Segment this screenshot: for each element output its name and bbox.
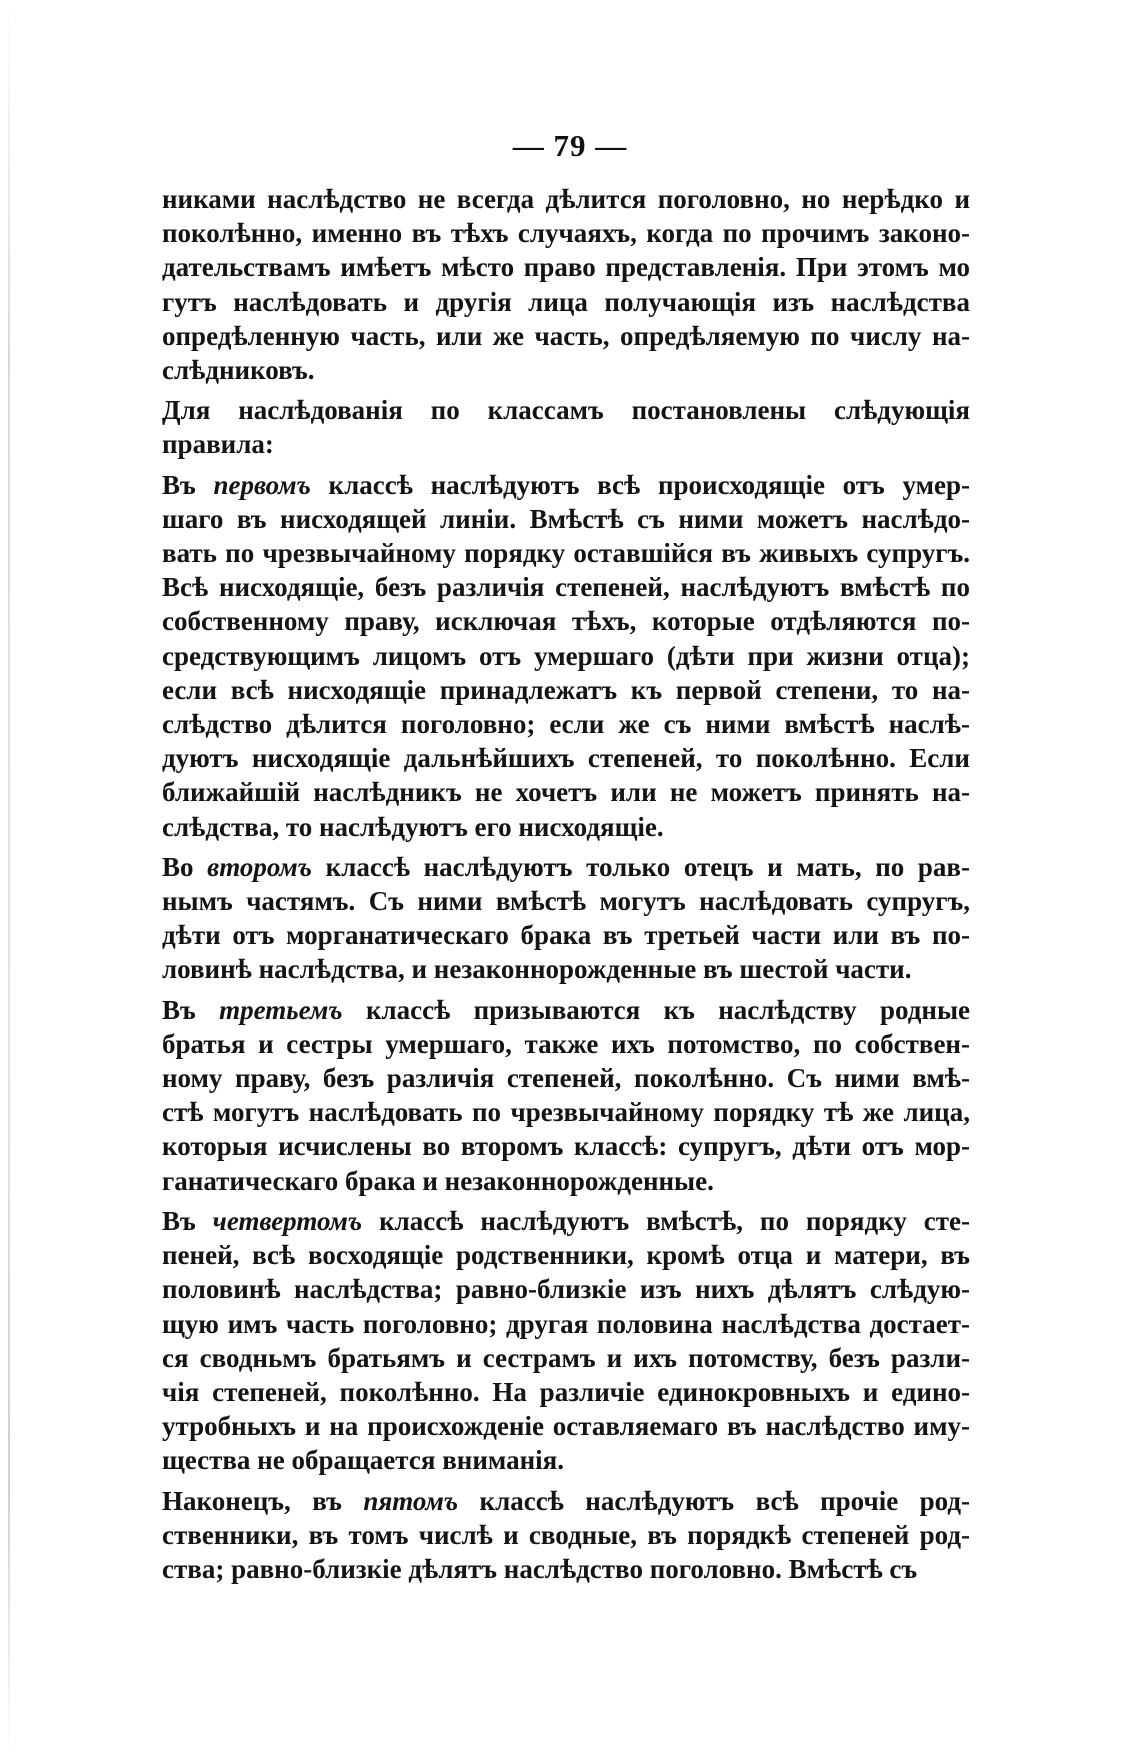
paragraph — [162, 393, 970, 461]
text-line: ближайшій наслѣдникъ не хочетъ или не можетъ принять на- — [162, 777, 970, 808]
text-line: ганатическаго брака и незаконнорожденные. — [162, 1165, 714, 1196]
text-line: щества не обращается вниманія. — [162, 1445, 565, 1476]
text-line: братья и сестры умершаго, также ихъ потомство, по собствен- — [162, 1028, 970, 1059]
text-line: Для наслѣдованія по классамъ постановлены слѣдующія — [162, 395, 970, 426]
text-line: нымъ частямъ. Съ ними вмѣстѣ могутъ наслѣдовать супругъ, — [162, 886, 970, 917]
text-line: слѣдниковъ. — [162, 355, 315, 386]
text-line: ственники, въ томъ числѣ и сводные, въ порядкѣ степеней род- — [162, 1519, 970, 1550]
text-line: вать по чрезвычайному порядку оставшійся въ живыхъ супругъ. — [162, 538, 970, 569]
text-line: шаго въ нисходящей линіи. Вмѣстѣ съ ними можетъ наслѣдо- — [162, 503, 970, 534]
text-line: поколѣнно, именно въ тѣхъ случаяхъ, когда по прочимъ законо- — [162, 218, 970, 249]
class-name-emphasis: первомъ — [213, 469, 311, 500]
text-line: средствующимъ лицомъ отъ умершаго (дѣти при жизни отца); — [162, 640, 970, 671]
text-line: опредѣленную часть, или же часть, опредѣляемую по числу на- — [162, 320, 970, 351]
text-line: никами наслѣдство не всегда дѣлится поголовно, но нерѣдко и — [162, 184, 970, 214]
text-line: слѣдства, то наслѣдуютъ его нисходящіе. — [162, 811, 664, 842]
page-edge-line — [8, 0, 10, 1754]
text-line: пеней, всѣ восходящіе родственники, кромѣ отца и матери, въ — [162, 1240, 970, 1271]
text-line: дѣти отъ морганатическаго брака въ третьей части или въ по- — [162, 920, 970, 951]
body-text — [162, 182, 970, 1586]
text-line: собственному праву, исключая тѣхъ, которые отдѣляются по- — [162, 606, 970, 637]
text-line: Во второмъ классѣ наслѣдуютъ только отецъ и мать, по рав- — [162, 851, 970, 882]
text-line: если всѣ нисходящіе принадлежатъ къ первой степени, то на- — [162, 674, 970, 705]
text-line: ства; равно-близкіе дѣлятъ наслѣдство поголовно. Вмѣстѣ съ — [162, 1553, 918, 1584]
paragraph — [162, 1204, 970, 1478]
text-line: щую имъ часть поголовно; другая половина наслѣдства достает- — [162, 1308, 970, 1339]
text-line: Въ первомъ классѣ наслѣдуютъ всѣ происходящіе отъ умер- — [162, 469, 970, 500]
text-line: правила: — [162, 429, 274, 460]
text-line: слѣдство дѣлится поголовно; если же съ ними вмѣстѣ наслѣ- — [162, 709, 970, 740]
text-line: стѣ могутъ наслѣдовать по чрезвычайному порядку тѣ же лица, — [162, 1097, 970, 1128]
text-line: Наконецъ, въ пятомъ классѣ наслѣдуютъ всѣ прочіе род- — [162, 1485, 970, 1516]
paragraph — [162, 993, 970, 1198]
class-name-emphasis: пятомъ — [363, 1485, 459, 1516]
text-line: которыя исчислены во второмъ классѣ: супругъ, дѣти отъ мор- — [162, 1131, 970, 1162]
text-line: чія степеней, поколѣнно. На различіе единокровныхъ и едино- — [162, 1376, 970, 1407]
paragraph — [162, 182, 970, 387]
paragraph — [162, 850, 970, 987]
text-line: половинѣ наслѣдства; равно-близкіе изъ нихъ дѣлятъ слѣдую- — [162, 1274, 970, 1305]
class-name-emphasis: третьемъ — [219, 994, 343, 1025]
paragraph — [162, 1484, 970, 1587]
page-number: — 79 — — [512, 128, 628, 163]
text-line: Въ третьемъ классѣ призываются къ наслѣдству родные — [162, 994, 971, 1025]
text-line: ся сводньмъ братьямъ и сестрамъ и ихъ потомству, безъ разли- — [162, 1342, 970, 1373]
text-line: Въ четвертомъ классѣ наслѣдуютъ вмѣстѣ, по порядку сте- — [162, 1205, 970, 1236]
class-name-emphasis: второмъ — [207, 851, 313, 882]
text-line: Всѣ нисходящіе, безъ различія степеней, наслѣдуютъ вмѣстѣ по — [162, 572, 970, 603]
text-line: дуютъ нисходящіе дальнѣйшихъ степеней, то поколѣнно. Если — [162, 743, 970, 774]
text-line: дательствамъ имѣетъ мѣсто право представленія. При этомъ мо — [162, 252, 970, 283]
text-line: ловинѣ наслѣдства, и незаконнорожденные въ шестой части. — [162, 954, 912, 985]
text-line: утробныхъ и на происхожденіе оставляемаго въ наслѣдство иму- — [162, 1411, 970, 1442]
paragraph — [162, 468, 970, 844]
class-name-emphasis: четвертомъ — [212, 1205, 363, 1236]
text-line: ному праву, безъ различія степеней, поколѣнно. Съ ними вмѣ- — [162, 1063, 970, 1094]
text-line: гутъ наслѣдовать и другія лица получающія изъ наслѣдства — [162, 286, 970, 317]
